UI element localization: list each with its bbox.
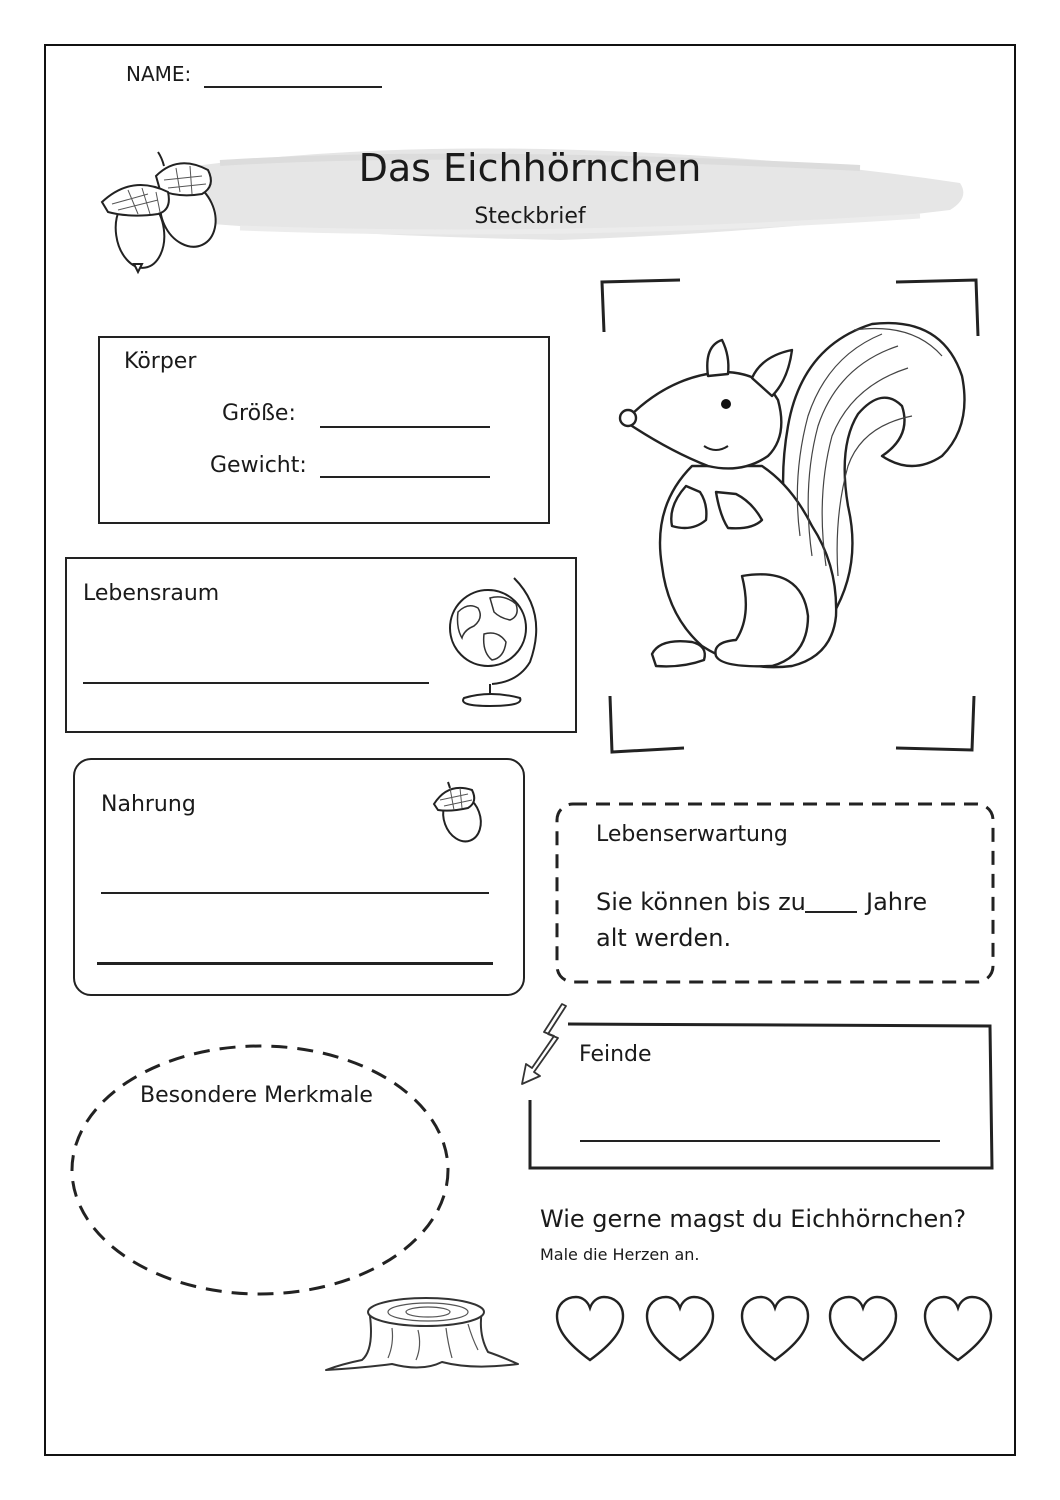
nahrung-field-2[interactable] (97, 962, 493, 965)
lebenserwartung-text-before: Sie können bis zu (596, 888, 806, 916)
gewicht-field[interactable] (320, 476, 490, 478)
rating-instruction: Male die Herzen an. (540, 1245, 700, 1264)
page-title: Das Eichhörnchen (358, 146, 702, 190)
lebensraum-title: Lebensraum (83, 581, 220, 606)
heart-icon[interactable] (922, 1294, 994, 1364)
squirrel-icon (612, 316, 972, 696)
heart-icon[interactable] (644, 1294, 716, 1364)
arrow-icon (510, 1002, 570, 1092)
feinde-title: Feinde (579, 1042, 652, 1067)
groesse-label: Größe: (222, 401, 296, 426)
page-subtitle: Steckbrief (474, 204, 586, 229)
name-label: NAME: (126, 62, 192, 86)
merkmale-title: Besondere Merkmale (140, 1083, 373, 1108)
merkmale-ellipse (66, 1036, 458, 1302)
koerper-title: Körper (124, 349, 197, 374)
jahre-field[interactable] (805, 911, 857, 913)
tree-stump-icon (322, 1290, 522, 1374)
groesse-field[interactable] (320, 426, 490, 428)
nahrung-title: Nahrung (101, 792, 196, 817)
lebenserwartung-title: Lebenserwartung (596, 822, 788, 847)
nahrung-field-1[interactable] (101, 892, 489, 894)
heart-icon[interactable] (739, 1294, 811, 1364)
lebenserwartung-text-line2: alt werden. (596, 924, 732, 952)
name-field[interactable] (204, 86, 382, 88)
heart-icon[interactable] (827, 1294, 899, 1364)
lebensraum-field[interactable] (83, 682, 429, 684)
globe-icon (444, 572, 544, 712)
heart-icon[interactable] (554, 1294, 626, 1364)
acorn-icon (428, 776, 488, 846)
rating-question: Wie gerne magst du Eichhörnchen? (540, 1205, 967, 1233)
acorns-icon (98, 146, 230, 278)
lebenserwartung-text-after: Jahre (866, 888, 928, 916)
feinde-field[interactable] (580, 1140, 940, 1142)
gewicht-label: Gewicht: (210, 453, 307, 478)
